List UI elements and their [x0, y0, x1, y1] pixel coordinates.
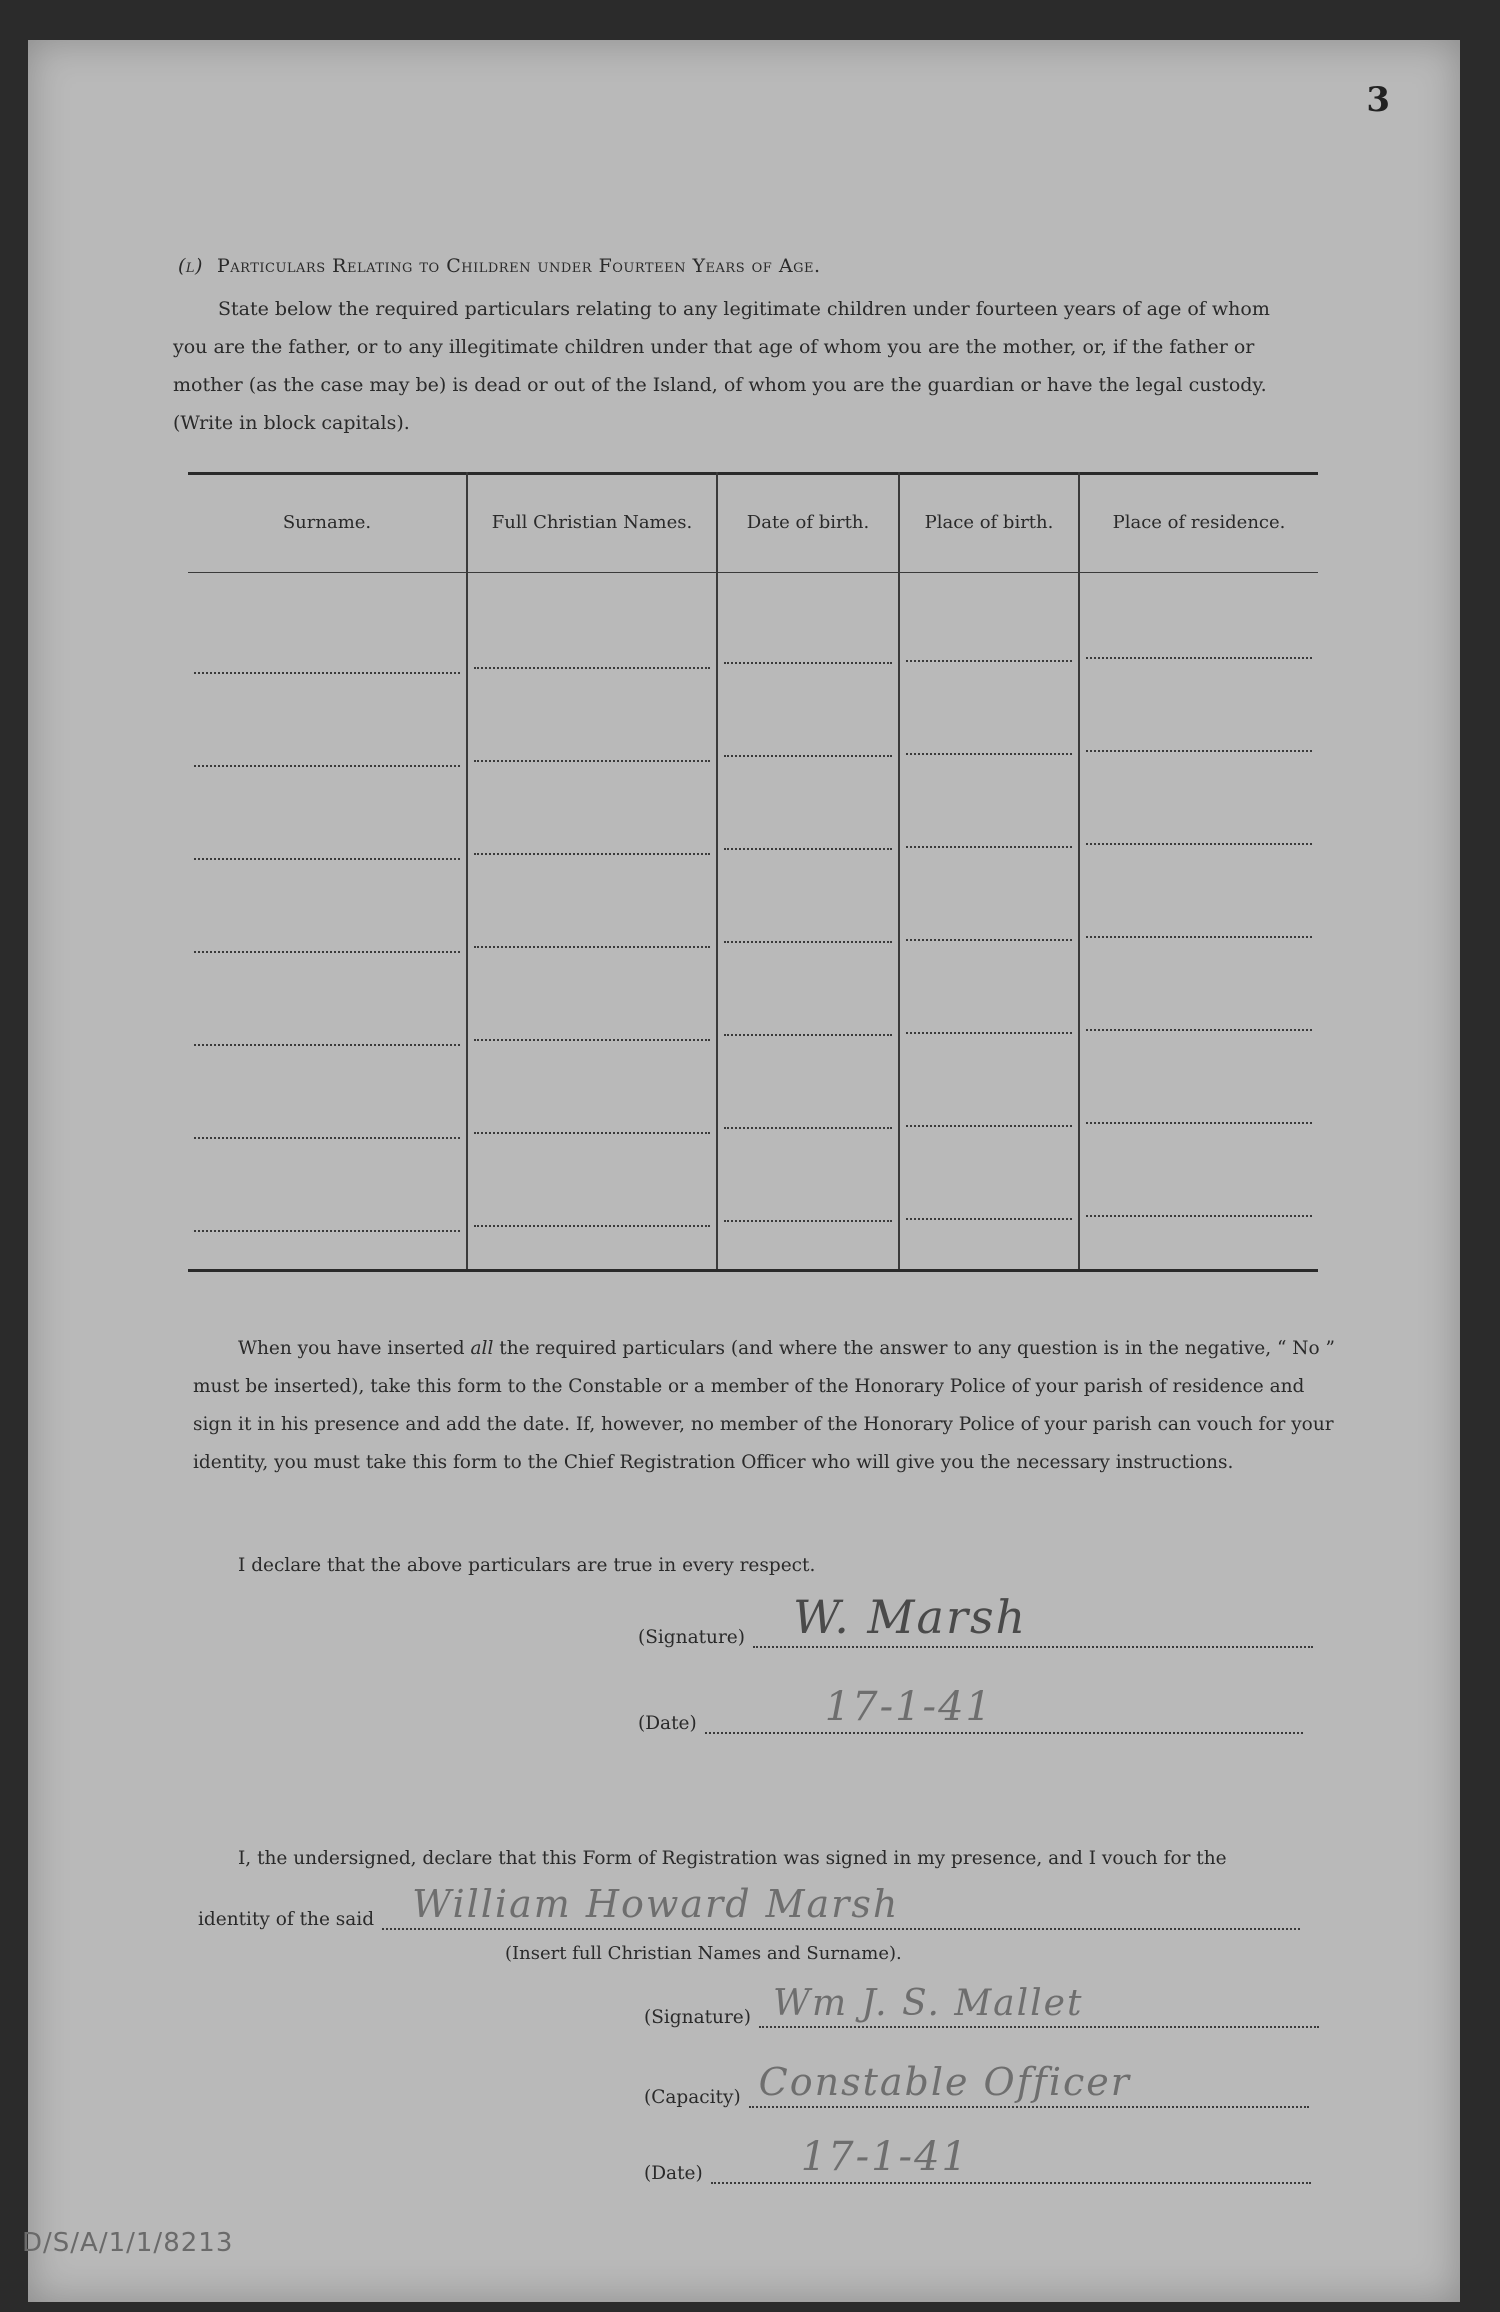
table-row[interactable] [724, 1220, 892, 1222]
constable-signature-label: (Signature) [644, 2007, 751, 2028]
table-row[interactable] [1086, 1215, 1312, 1217]
instructions-text-start: When you have inserted [238, 1338, 471, 1359]
table-row[interactable] [906, 753, 1072, 755]
table-row[interactable] [194, 765, 460, 767]
table-row[interactable] [194, 672, 460, 674]
table-bottom-rule [188, 1269, 1318, 1272]
table-row[interactable] [724, 1034, 892, 1036]
table-row[interactable] [724, 941, 892, 943]
table-row[interactable] [724, 1127, 892, 1129]
column-date-of-birth [718, 472, 898, 1272]
column-header-place-of-residence: Place of residence. [1080, 472, 1318, 573]
column-header-surname: Surname. [188, 472, 466, 573]
constable-date-line[interactable] [711, 2134, 1311, 2184]
table-row[interactable] [1086, 936, 1312, 938]
table-row[interactable] [1086, 1122, 1312, 1124]
applicant-signature-value: W. Marsh [792, 1590, 1028, 1644]
applicant-date-line[interactable] [705, 1684, 1303, 1734]
constable-signature-line[interactable] [759, 1983, 1319, 2028]
applicant-signature-label: (Signature) [638, 1627, 745, 1648]
section-intro: State below the required particulars relating to any legitimate children under fourteen years of age of whom you are the father, or to any illegitimate children under that age of whom you are the mother, or, if the father or mother (as the case may be) is dead or out of the Island, of whom you are the guardian or have the legal custody. (Write in block capitals). [173, 298, 1270, 434]
table-row[interactable] [906, 846, 1072, 848]
instructions-text-end: the required particulars (and where the answer to any question is in the negative, “ No ” must be inserted), take this form to the Constable or a member of the Honorary Police of your parish of residence and sign it in his presence and add the date. If, however, no member of the Honorary Police of your parish can vouch for your identity, you must take this form to the Chief Registration Officer who will give you the necessary instructions. [193, 1338, 1335, 1473]
table-row[interactable] [906, 660, 1072, 662]
constable-date-label: (Date) [644, 2163, 703, 2184]
column-header-christian-names: Full Christian Names. [468, 472, 716, 573]
table-row[interactable] [724, 848, 892, 850]
table-row[interactable] [906, 939, 1072, 941]
capacity-value: Constable Officer [758, 2060, 1131, 2104]
capacity-field[interactable] [644, 2060, 1309, 2108]
table-row[interactable] [1086, 750, 1312, 752]
applicant-date-field[interactable] [638, 1684, 1303, 1734]
children-table [188, 472, 1318, 1272]
table-row[interactable] [474, 853, 710, 855]
applicant-date-value: 17-1-41 [824, 1684, 993, 1730]
table-row[interactable] [194, 1044, 460, 1046]
section-title: Particulars Relating to Children under Fourteen Years of Age. [216, 255, 821, 277]
constable-signature-value: Wm J. S. Mallet [772, 1983, 1084, 2024]
declaration-text: I declare that the above particulars are true in every respect. [238, 1555, 816, 1576]
identity-value: William Howard Marsh [412, 1882, 900, 1926]
table-row[interactable] [906, 1218, 1072, 1220]
table-row[interactable] [724, 662, 892, 664]
table-row[interactable] [1086, 843, 1312, 845]
table-row[interactable] [194, 1230, 460, 1232]
table-row[interactable] [474, 1225, 710, 1227]
column-place-of-birth [900, 472, 1078, 1272]
column-surname [188, 472, 466, 1272]
constable-date-field[interactable] [644, 2134, 1311, 2184]
form-page [28, 40, 1460, 2302]
column-place-of-residence [1080, 472, 1318, 1272]
constable-signature-field[interactable] [644, 1983, 1319, 2028]
table-row[interactable] [906, 1032, 1072, 1034]
instructions-paragraph [193, 1330, 1343, 1482]
insert-names-note: (Insert full Christian Names and Surname). [505, 1943, 902, 1964]
constable-date-value: 17-1-41 [800, 2134, 969, 2180]
table-row[interactable] [474, 1132, 710, 1134]
table-row[interactable] [474, 1039, 710, 1041]
table-row[interactable] [906, 1125, 1072, 1127]
identity-label: identity of the said [198, 1909, 375, 1930]
page-mark: 3 [1366, 80, 1390, 120]
table-row[interactable] [194, 951, 460, 953]
applicant-signature-field[interactable] [638, 1590, 1313, 1648]
vouch-text: I, the undersigned, declare that this Form of Registration was signed in my presence, and I vouch for the [238, 1848, 1227, 1869]
capacity-label: (Capacity) [644, 2087, 741, 2108]
identity-line[interactable] [382, 1882, 1300, 1930]
applicant-date-label: (Date) [638, 1713, 697, 1734]
capacity-line[interactable] [749, 2060, 1309, 2108]
column-header-place-of-birth: Place of birth. [900, 472, 1078, 573]
table-row[interactable] [194, 1137, 460, 1139]
archive-reference-stamp: D/S/A/1/1/8213 [22, 2228, 234, 2258]
column-header-date-of-birth: Date of birth. [718, 472, 898, 573]
table-row[interactable] [194, 858, 460, 860]
table-row[interactable] [1086, 657, 1312, 659]
table-row[interactable] [474, 667, 710, 669]
instructions-emphasis: all [470, 1338, 494, 1359]
table-row[interactable] [474, 946, 710, 948]
section-heading [178, 255, 821, 277]
table-row[interactable] [474, 760, 710, 762]
column-christian-names [468, 472, 716, 1272]
table-row[interactable] [724, 755, 892, 757]
table-row[interactable] [1086, 1029, 1312, 1031]
identity-field[interactable] [198, 1882, 1300, 1930]
section-label: (l) [178, 255, 203, 277]
applicant-signature-line[interactable] [753, 1590, 1313, 1648]
